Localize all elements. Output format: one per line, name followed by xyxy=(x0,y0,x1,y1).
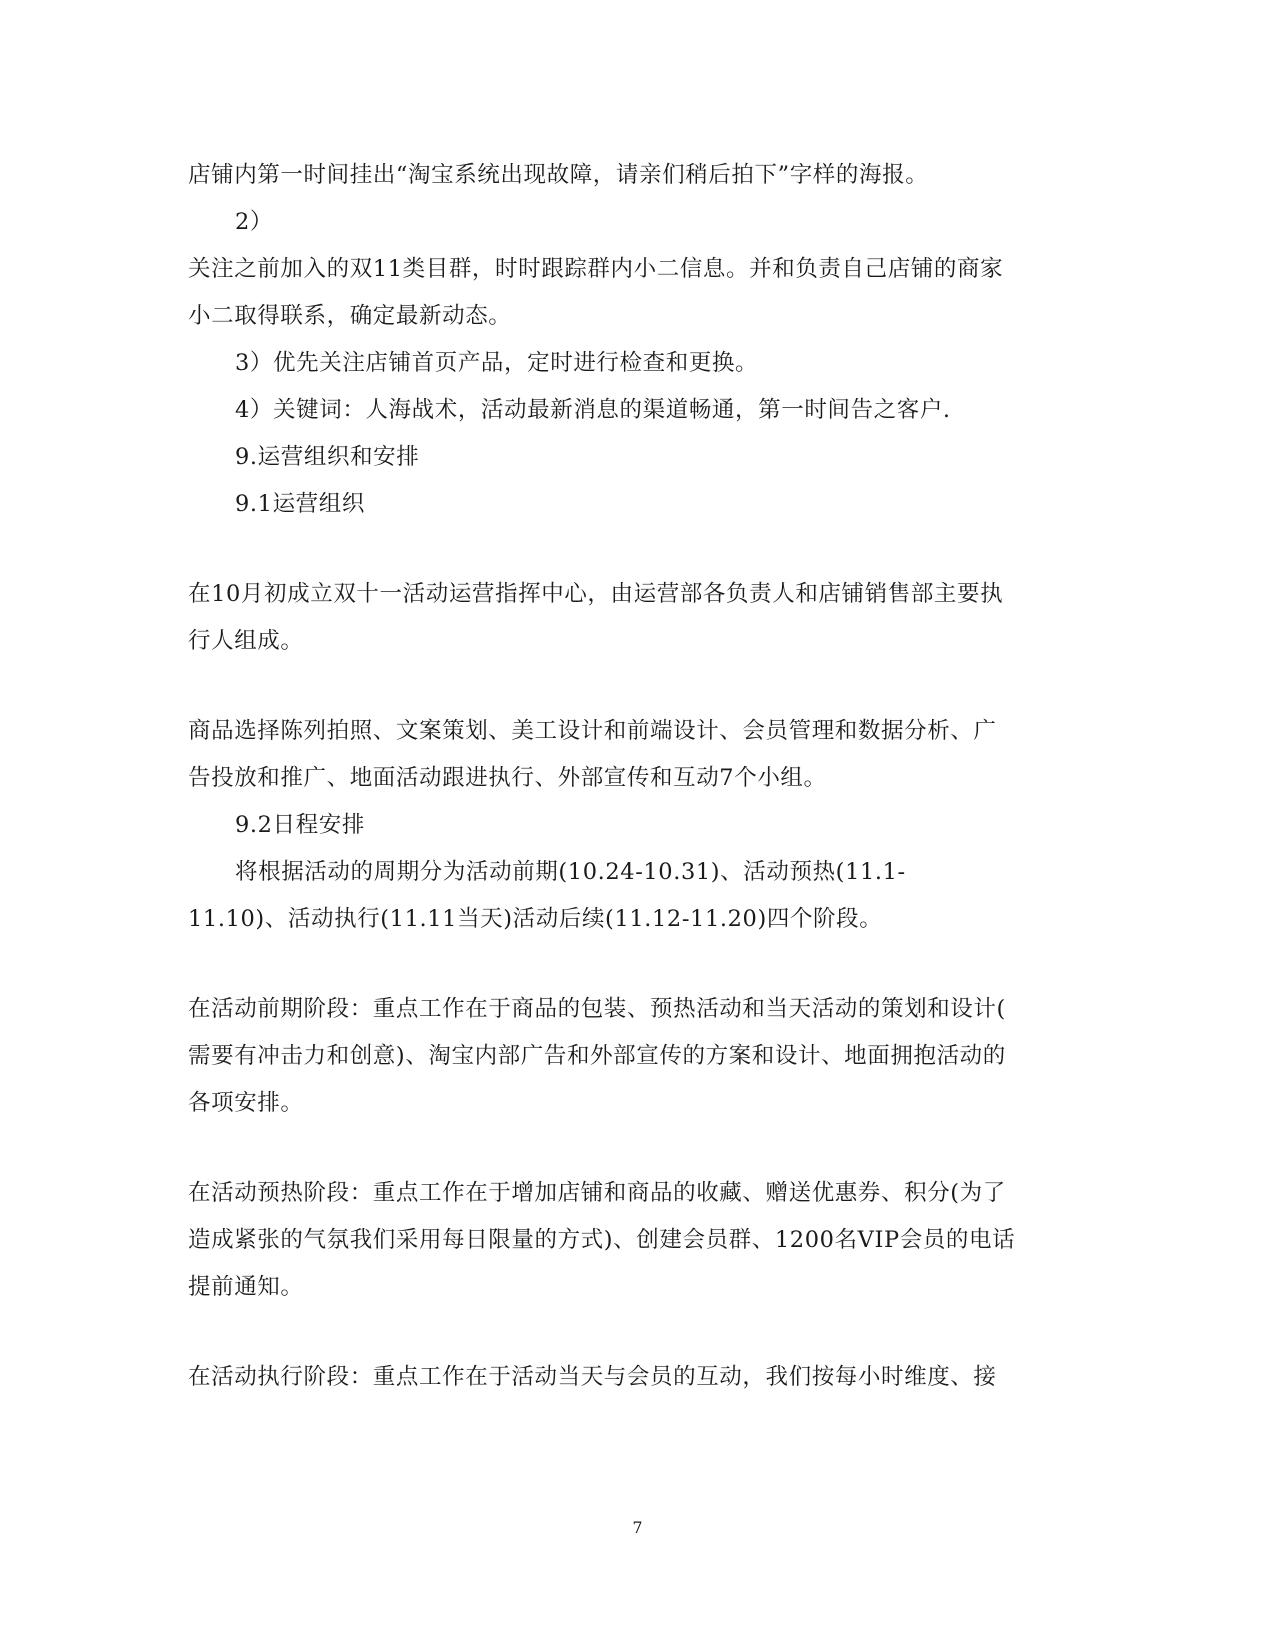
section-heading: 9.1运营组织 xyxy=(235,491,365,517)
text-line: 在10月初成立双十一活动运营指挥中心，由运营部各负责人和店铺销售部主要执 xyxy=(188,581,1004,607)
text-line: 将根据活动的周期分为活动前期(10.24-10.31)、活动预热(11.1- xyxy=(235,859,906,885)
text-line: 在活动预热阶段：重点工作在于增加店铺和商品的收藏、赠送优惠券、积分(为了 xyxy=(188,1180,1006,1206)
section-heading: 9.运营组织和安排 xyxy=(235,444,420,470)
text-line: 11.10)、活动执行(11.11当天)活动后续(11.12-11.20)四个阶段。 xyxy=(188,906,883,932)
text-line: 店铺内第一时间挂出“淘宝系统出现故障，请亲们稍后拍下”字样的海报。 xyxy=(188,162,929,188)
text-line: 3）优先关注店铺首页产品，定时进行检查和更换。 xyxy=(235,350,759,376)
text-line: 2） xyxy=(235,209,274,235)
text-line: 商品选择陈列拍照、文案策划、美工设计和前端设计、会员管理和数据分析、广 xyxy=(188,718,997,744)
text-line: 造成紧张的气氛我们采用每日限量的方式)、创建会员群、1200名VIP会员的电话 xyxy=(188,1227,1016,1253)
text-line: 告投放和推广、地面活动跟进执行、外部宣传和互动7个小组。 xyxy=(188,765,827,791)
text-line: 关注之前加入的双11类目群，时时跟踪群内小二信息。并和负责自己店铺的商家 xyxy=(188,256,1004,282)
page-number: 7 xyxy=(632,1518,643,1537)
text-line: 各项安排。 xyxy=(188,1090,304,1116)
text-line: 提前通知。 xyxy=(188,1274,304,1300)
text-line: 4）关键词：人海战术，活动最新消息的渠道畅通，第一时间告之客户. xyxy=(235,397,951,423)
text-line: 需要有冲击力和创意)、淘宝内部广告和外部宣传的方案和设计、地面拥抱活动的 xyxy=(188,1043,1006,1069)
text-line: 在活动执行阶段：重点工作在于活动当天与会员的互动，我们按每小时维度、接 xyxy=(188,1364,997,1390)
text-line: 小二取得联系，确定最新动态。 xyxy=(188,303,512,329)
text-line: 在活动前期阶段：重点工作在于商品的包装、预热活动和当天活动的策划和设计( xyxy=(188,996,1006,1022)
section-heading: 9.2日程安排 xyxy=(235,812,365,838)
text-line: 行人组成。 xyxy=(188,628,304,654)
